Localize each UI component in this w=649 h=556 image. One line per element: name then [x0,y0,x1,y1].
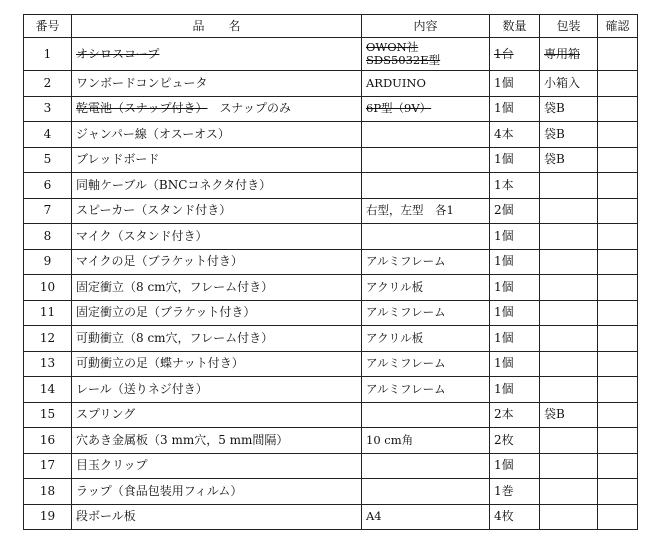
header-num: 番号 [24,15,72,38]
item-qty: 1巻 [494,483,514,498]
item-qty: 2枚 [494,432,514,447]
item-qty: 1個 [494,228,514,243]
item-content: A4 [366,509,382,524]
item-name-cell [72,453,362,479]
item-pack: 袋B [544,407,565,422]
item-content-cell [362,173,490,199]
item-name: 固定衝立（8 cm穴，フレーム付き） [76,279,274,294]
table-row [24,38,638,71]
item-pack-cell [540,173,598,199]
item-content-cell [362,96,490,122]
item-name: マイクの足（ブラケット付き） [76,254,243,269]
item-content-line: OWON社 [366,40,419,54]
table-row [24,453,638,479]
item-content-cell [362,300,490,326]
item-content: ARDUINO [366,75,426,90]
row-number: 16 [24,428,72,454]
item-check-cell[interactable] [598,479,638,505]
item-qty: 1個 [494,75,514,90]
item-qty-cell [490,198,540,224]
item-name: スピーカー（スタンド付き） [76,203,232,218]
item-name: ワンボードコンピュータ [76,75,208,90]
item-content-cell [362,326,490,352]
table-row [24,275,638,301]
item-pack-cell [540,38,598,71]
item-content: アルミフレーム [366,381,446,396]
item-content-cell [362,504,490,530]
row-number: 3 [24,96,72,122]
item-name-cell [72,326,362,352]
row-number: 5 [24,147,72,173]
item-pack-cell [540,275,598,301]
item-name-cell [72,402,362,428]
header-qty: 数量 [490,15,540,38]
row-number: 7 [24,198,72,224]
item-name-cell [72,504,362,530]
item-qty-cell [490,147,540,173]
item-content-cell [362,198,490,224]
table-row [24,300,638,326]
item-qty-cell [490,479,540,505]
item-qty: 1個 [494,254,514,269]
item-qty: 2本 [494,407,514,422]
row-number: 8 [24,224,72,250]
item-content-cell [362,38,490,71]
item-content-cell [362,377,490,403]
item-check-cell[interactable] [598,275,638,301]
item-qty: 4本 [494,126,514,141]
item-pack: 小箱入 [544,75,581,90]
item-qty-cell [490,122,540,148]
table-row [24,351,638,377]
item-check-cell[interactable] [598,147,638,173]
item-name-cell [72,300,362,326]
item-qty-cell [490,224,540,250]
item-pack-cell [540,300,598,326]
item-qty: 1個 [494,152,514,167]
item-check-cell[interactable] [598,377,638,403]
row-number: 1 [24,38,72,71]
row-number: 19 [24,504,72,530]
item-name-cell [72,147,362,173]
item-name-cell [72,249,362,275]
item-qty: 1台 [494,46,514,61]
item-check-cell[interactable] [598,173,638,199]
item-name-cell [72,377,362,403]
table-row [24,428,638,454]
item-qty: 1個 [494,381,514,396]
item-pack-cell [540,224,598,250]
item-qty: 1個 [494,330,514,345]
item-name-cell [72,351,362,377]
item-name: マイク（スタンド付き） [76,228,208,243]
header-pack: 包装 [540,15,598,38]
item-check-cell[interactable] [598,224,638,250]
item-name: 目玉クリップ [76,458,148,473]
item-name: ブレッドボード [76,152,160,167]
item-pack-cell [540,326,598,352]
row-number: 9 [24,249,72,275]
item-name: ジャンパー線（オスーオス） [76,126,230,141]
item-content-cell [362,351,490,377]
table-row [24,402,638,428]
row-number: 11 [24,300,72,326]
item-qty-cell [490,504,540,530]
table-row [24,71,638,97]
item-qty-cell [490,96,540,122]
row-number: 14 [24,377,72,403]
item-name-cell [72,275,362,301]
item-check-cell[interactable] [598,38,638,71]
item-name-cell [72,479,362,505]
item-pack-cell [540,71,598,97]
table-row [24,224,638,250]
item-name-cell [72,224,362,250]
header-content: 内容 [362,15,490,38]
table-row [24,96,638,122]
item-qty: 1個 [494,101,514,116]
item-content-cell [362,71,490,97]
item-pack: 専用箱 [544,46,581,61]
item-pack: 袋B [544,152,565,167]
item-name-cell [72,173,362,199]
row-number: 4 [24,122,72,148]
item-content: 右型，左型 各1 [366,203,454,218]
item-qty: 1個 [494,279,514,294]
item-qty-cell [490,453,540,479]
item-check-cell[interactable] [598,198,638,224]
item-qty-cell [490,38,540,71]
item-name-cell [72,96,362,122]
table-row [24,504,638,530]
item-name-cell [72,428,362,454]
item-pack-cell [540,96,598,122]
row-number: 10 [24,275,72,301]
item-name: 同軸ケーブル（BNCコネクタ付き） [76,177,272,192]
item-content-line: SDS5032E型 [366,53,441,67]
item-content-cell [362,479,490,505]
item-qty-cell [490,351,540,377]
item-name: 段ボール板 [76,509,136,524]
item-name-cell [72,198,362,224]
item-check-cell[interactable] [598,428,638,454]
row-number: 13 [24,351,72,377]
table-row [24,479,638,505]
item-content: 10 cm角 [366,432,414,447]
table-row [24,122,638,148]
item-name: レール（送りネジ付き） [76,381,208,396]
item-name: スプリング [76,407,136,422]
item-content-cell [362,428,490,454]
item-name: 可動衝立（8 cm穴，フレーム付き） [76,330,274,345]
header-check: 確認 [598,15,638,38]
item-check-cell[interactable] [598,249,638,275]
item-qty: 1個 [494,356,514,371]
item-content: アルミフレーム [366,305,446,320]
item-qty-cell [490,300,540,326]
item-pack-cell [540,122,598,148]
item-pack-cell [540,351,598,377]
item-check-cell[interactable] [598,300,638,326]
row-number: 2 [24,71,72,97]
table-row [24,249,638,275]
row-number: 12 [24,326,72,352]
item-content-cell [362,453,490,479]
item-qty-cell [490,326,540,352]
item-pack-cell [540,453,598,479]
header-row [24,15,638,38]
parts-checklist [23,14,637,530]
item-qty: 1個 [494,305,514,320]
item-pack-cell [540,402,598,428]
item-pack: 袋B [544,126,565,141]
item-qty-cell [490,249,540,275]
item-name: 穴あき金属板（3 mm穴，5 mm間隔） [76,432,289,447]
item-check-cell[interactable] [598,453,638,479]
item-pack-cell [540,377,598,403]
item-name-cell [72,38,362,71]
item-check-cell[interactable] [598,351,638,377]
table-row [24,326,638,352]
item-qty: 2個 [494,203,514,218]
item-pack-cell [540,504,598,530]
item-check-cell[interactable] [598,71,638,97]
item-qty: 1個 [494,458,514,473]
table-row [24,147,638,173]
item-content: アルミフレーム [366,356,446,371]
item-pack-cell [540,249,598,275]
item-content-cell [362,224,490,250]
parts-table [23,14,638,530]
item-content: 6P型（9V） [366,101,432,116]
item-content: アクリル板 [366,330,424,345]
item-content-cell [362,402,490,428]
item-pack-cell [540,428,598,454]
header-name: 品 名 [72,15,362,38]
item-name: ラップ（食品包装用フィルム） [76,483,243,498]
item-qty: 1本 [494,177,514,192]
table-row [24,377,638,403]
item-content-cell [362,275,490,301]
item-pack-cell [540,479,598,505]
item-qty-cell [490,71,540,97]
item-content: アルミフレーム [366,254,446,269]
item-pack: 袋B [544,101,565,116]
item-name-cell [72,71,362,97]
item-pack-cell [540,147,598,173]
item-qty-cell [490,377,540,403]
item-content-cell [362,122,490,148]
row-number: 18 [24,479,72,505]
item-name: 固定衝立の足（ブラケット付き） [76,305,256,320]
item-name: 乾電池（スナップ付き） [76,101,208,116]
item-qty-cell [490,402,540,428]
row-number: 15 [24,402,72,428]
table-row [24,173,638,199]
item-check-cell[interactable] [598,96,638,122]
item-check-cell[interactable] [598,402,638,428]
item-qty-cell [490,428,540,454]
item-content-cell [362,249,490,275]
row-number: 17 [24,453,72,479]
item-qty: 4枚 [494,509,514,524]
item-check-cell[interactable] [598,504,638,530]
row-number: 6 [24,173,72,199]
item-name: 可動衝立の足（蝶ナット付き） [76,356,244,371]
item-content: アクリル板 [366,279,424,294]
item-content-cell [362,147,490,173]
item-qty-cell [490,173,540,199]
item-pack-cell [540,198,598,224]
table-row [24,198,638,224]
item-check-cell[interactable] [598,326,638,352]
item-check-cell[interactable] [598,122,638,148]
item-name: オシロスコープ [76,46,160,61]
item-name-correction: スナップのみ [219,101,292,116]
item-qty-cell [490,275,540,301]
item-name-cell [72,122,362,148]
